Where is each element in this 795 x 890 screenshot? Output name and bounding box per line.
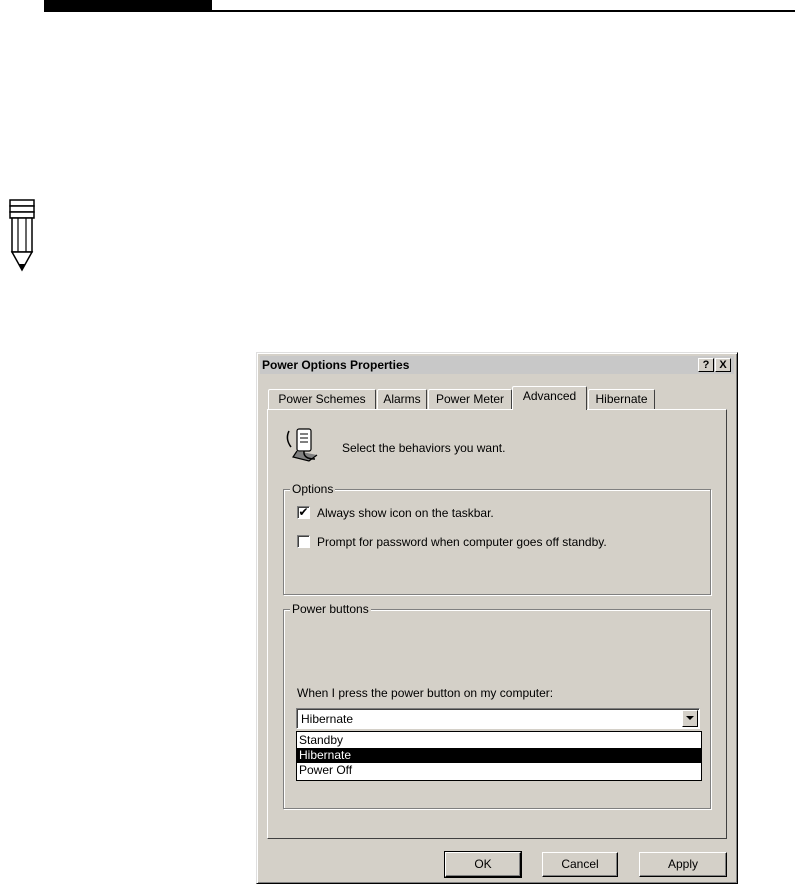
behaviors-intro-text: Select the behaviors you want. [342, 441, 506, 455]
power-plug-icon [283, 425, 323, 465]
header-line [212, 10, 795, 12]
apply-button[interactable]: Apply [639, 852, 727, 877]
tab-power-meter[interactable]: Power Meter [428, 389, 512, 409]
power-button-action-select[interactable] [296, 708, 700, 729]
power-button-action-value: Hibernate [301, 712, 354, 726]
option-hibernate[interactable]: Hibernate [297, 748, 701, 763]
page-header-rule [0, 0, 795, 16]
header-black-bar [44, 0, 212, 12]
tab-advanced[interactable]: Advanced [512, 386, 587, 410]
dialog-titlebar[interactable] [260, 356, 734, 374]
help-button[interactable]: ? [698, 358, 714, 372]
power-buttons-group-label: Power buttons [292, 602, 369, 616]
cancel-button[interactable]: Cancel [542, 852, 618, 877]
show-icon-label[interactable]: Always show icon on the taskbar. [317, 506, 494, 520]
power-options-dialog [256, 352, 738, 884]
tab-alarms[interactable]: Alarms [377, 389, 427, 409]
close-button[interactable]: X [715, 358, 731, 372]
options-group-label: Options [292, 482, 334, 496]
show-icon-checkbox[interactable]: ✔ [298, 505, 309, 519]
prompt-password-checkbox[interactable] [297, 535, 310, 548]
tab-hibernate[interactable]: Hibernate [588, 389, 655, 409]
option-standby[interactable]: Standby [299, 733, 344, 747]
tab-power-schemes[interactable]: Power Schemes [268, 389, 376, 409]
dialog-title: Power Options Properties [262, 358, 410, 372]
power-button-prompt: When I press the power button on my computer: [297, 686, 554, 700]
ok-button[interactable]: OK [445, 852, 521, 877]
option-power-off[interactable]: Power Off [299, 763, 353, 777]
pencil-note-icon [4, 198, 40, 276]
prompt-password-label[interactable]: Prompt for password when computer goes off standby. [317, 535, 607, 549]
power-button-action-list[interactable] [296, 731, 702, 781]
chevron-down-icon[interactable] [682, 710, 698, 727]
